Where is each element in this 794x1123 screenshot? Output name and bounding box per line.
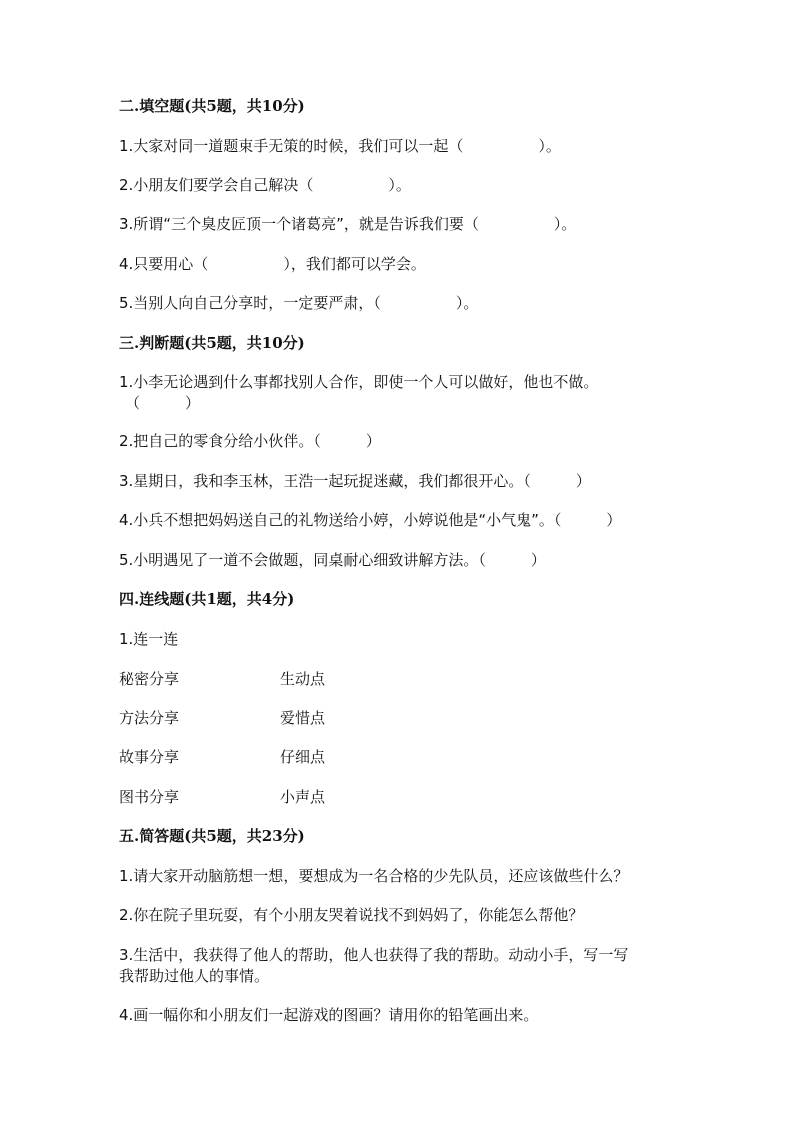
matching-right-item: 生动点: [280, 670, 326, 688]
matching-left-item: 故事分享: [119, 748, 180, 766]
short-answer-question: 4.画一幅你和小朋友们一起游戏的图画？请用你的铅笔画出来。: [119, 1006, 539, 1024]
short-answer-question-continued: 我帮助过他人的事情。: [119, 967, 270, 985]
fill-blank-question: 4.只要用心（ ），我们都可以学会。: [119, 255, 426, 273]
fill-blank-question: 5.当别人向自己分享时，一定要严肃，（ ）。: [119, 294, 479, 312]
section-heading-true-false: 三.判断题(共5题，共10分): [119, 334, 305, 352]
matching-left-item: 方法分享: [119, 709, 180, 727]
section-heading-short-answer: 五.简答题(共5题，共23分): [119, 827, 305, 845]
matching-right-item: 爱惜点: [280, 709, 326, 727]
fill-blank-question: 2.小朋友们要学会自己解决（ ）。: [119, 176, 411, 194]
matching-right-item: 小声点: [280, 788, 326, 806]
true-false-question: 2.把自己的零食分给小伙伴。（ ）: [119, 432, 381, 450]
section-heading-matching: 四.连线题(共1题，共4分): [119, 590, 295, 608]
matching-left-item: 秘密分享: [119, 670, 180, 688]
true-false-question: 3.星期日，我和李玉林，王浩一起玩捉迷藏，我们都很开心。（ ）: [119, 472, 591, 490]
matching-question: 1.连一连: [119, 630, 179, 648]
fill-blank-question: 3.所谓“三个臭皮匠顶一个诸葛亮”，就是告诉我们要（ ）。: [119, 215, 577, 233]
true-false-question: 4.小兵不想把妈妈送自己的礼物送给小婷，小婷说他是“小气鬼”。（ ）: [119, 511, 622, 529]
fill-blank-question: 1.大家对同一道题束手无策的时候，我们可以一起（ ）。: [119, 137, 561, 155]
matching-left-item: 图书分享: [119, 788, 180, 806]
short-answer-question: 2.你在院子里玩耍，有个小朋友哭着说找不到妈妈了，你能怎么帮他？: [119, 906, 584, 924]
matching-right-item: 仔细点: [280, 748, 326, 766]
true-false-question: 1.小李无论遇到什么事都找别人合作，即使一个人可以做好，他也不做。: [119, 373, 599, 391]
true-false-question: 5.小明遇见了一道不会做题，同桌耐心细致讲解方法。（ ）: [119, 551, 546, 569]
section-heading-fill-blank: 二.填空题(共5题，共10分): [119, 97, 305, 115]
answer-blank: （ ）: [125, 394, 201, 412]
short-answer-question: 1.请大家开动脑筋想一想，要想成为一名合格的少先队员，还应该做些什么？: [119, 867, 629, 885]
short-answer-question: 3.生活中，我获得了他人的帮助，他人也获得了我的帮助。动动小手，写一写: [119, 946, 629, 964]
